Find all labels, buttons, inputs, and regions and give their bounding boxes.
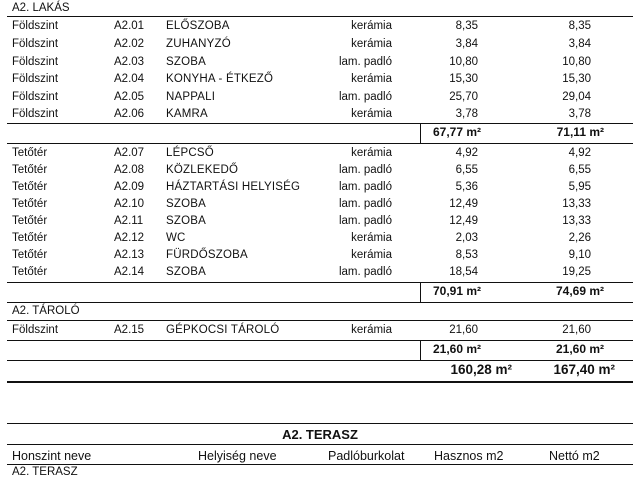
room-name-cell: FÜRDŐSZOBA xyxy=(166,249,248,261)
row-divider xyxy=(7,282,633,283)
row-divider xyxy=(7,143,633,144)
level-cell: Tetőtér xyxy=(12,249,48,261)
level-cell: Földszint xyxy=(12,73,59,85)
flooring-cell: lam. padló xyxy=(338,91,392,103)
header-level: Honszint neve xyxy=(12,449,92,463)
code-cell: A2.07 xyxy=(114,147,145,159)
useful-area-cell: 8,35 xyxy=(455,20,478,32)
level-cell: Földszint xyxy=(12,108,59,120)
subtotal-net: 71,11 m² xyxy=(556,125,604,139)
useful-area-cell: 8,53 xyxy=(455,249,478,261)
useful-area-cell: 12,49 xyxy=(449,198,478,210)
subtotal-useful: 21,60 m² xyxy=(432,342,481,356)
header-useful-area: Hasznos m2 xyxy=(434,449,504,463)
useful-area-cell: 21,60 xyxy=(449,324,478,336)
terasz-title: A2. TERASZ xyxy=(282,427,358,442)
table-row xyxy=(0,19,640,36)
room-name-cell: SZOBA xyxy=(166,56,206,68)
room-name-cell: LÉPCSŐ xyxy=(166,147,214,159)
header-net-area: Nettó m2 xyxy=(549,449,600,463)
flooring-cell: kerámia xyxy=(351,73,392,85)
useful-area-cell: 12,49 xyxy=(449,215,478,227)
code-cell: A2.05 xyxy=(114,91,145,103)
flooring-cell: lam. padló xyxy=(338,164,392,176)
net-area-cell: 21,60 xyxy=(562,324,591,336)
table-row xyxy=(0,72,640,89)
row-divider xyxy=(7,464,633,465)
header-room-name: Helyiség neve xyxy=(198,449,277,463)
grand-total-row xyxy=(0,362,640,382)
section-title-terasz: A2. TERASZ xyxy=(12,466,78,478)
room-name-cell: NAPPALI xyxy=(166,91,216,103)
subtotal-useful: 70,91 m² xyxy=(432,284,481,298)
code-cell: A2.04 xyxy=(114,73,145,85)
useful-area-cell: 18,54 xyxy=(449,266,478,278)
table-row xyxy=(0,180,640,197)
subtotal-row xyxy=(0,125,640,143)
grand-total-net: 167,40 m² xyxy=(553,362,615,377)
row-divider xyxy=(7,360,633,361)
code-cell: A2.10 xyxy=(114,198,145,210)
flooring-cell: lam. padló xyxy=(338,181,392,193)
header-flooring: Padlóburkolat xyxy=(328,449,405,463)
subtotal-useful: 67,77 m² xyxy=(432,125,481,139)
row-divider xyxy=(7,302,633,303)
net-area-cell: 9,10 xyxy=(568,249,591,261)
code-cell: A2.14 xyxy=(114,266,145,278)
table-row xyxy=(0,231,640,248)
level-cell: Földszint xyxy=(12,324,59,336)
net-area-cell: 3,78 xyxy=(568,108,591,120)
code-cell: A2.13 xyxy=(114,249,145,261)
net-area-cell: 3,84 xyxy=(568,38,591,50)
flooring-cell: kerámia xyxy=(351,232,392,244)
table-row xyxy=(0,146,640,163)
section-title-lakas: A2. LAKÁS xyxy=(12,2,70,14)
code-cell: A2.08 xyxy=(114,164,145,176)
level-cell: Tetőtér xyxy=(12,181,48,193)
flooring-cell: kerámia xyxy=(351,20,392,32)
table-row xyxy=(0,107,640,124)
room-name-cell: WC xyxy=(166,232,186,244)
subtotal-net: 74,69 m² xyxy=(555,284,604,298)
useful-area-cell: 15,30 xyxy=(449,73,478,85)
room-name-cell: ELŐSZOBA xyxy=(166,20,230,32)
room-name-cell: SZOBA xyxy=(166,198,206,210)
subtotal-row xyxy=(0,284,640,302)
code-cell: A2.15 xyxy=(114,324,145,336)
level-cell: Földszint xyxy=(12,56,59,68)
level-cell: Tetőtér xyxy=(12,266,48,278)
net-area-cell: 13,33 xyxy=(562,215,591,227)
useful-area-cell: 3,78 xyxy=(455,108,478,120)
room-name-cell: KONYHA - ÉTKEZŐ xyxy=(166,73,274,85)
row-divider xyxy=(7,320,633,321)
room-name-cell: KAMRA xyxy=(166,108,208,120)
subtotal-net: 21,60 m² xyxy=(555,342,604,356)
row-divider xyxy=(7,340,633,341)
room-name-cell: SZOBA xyxy=(166,215,206,227)
flooring-cell: kerámia xyxy=(351,38,392,50)
level-cell: Földszint xyxy=(12,20,59,32)
row-divider xyxy=(7,444,633,445)
table-row xyxy=(0,248,640,265)
table-row xyxy=(0,265,640,282)
flooring-cell: kerámia xyxy=(351,147,392,159)
row-divider xyxy=(7,423,633,424)
grand-total-useful: 160,28 m² xyxy=(450,362,512,377)
level-cell: Tetőtér xyxy=(12,232,48,244)
net-area-cell: 4,92 xyxy=(568,147,591,159)
room-name-cell: HÁZTARTÁSI HELYISÉG xyxy=(166,181,301,193)
code-cell: A2.06 xyxy=(114,108,145,120)
useful-area-cell: 10,80 xyxy=(449,56,478,68)
row-divider xyxy=(7,16,633,17)
row-divider xyxy=(7,123,633,124)
useful-area-cell: 4,92 xyxy=(455,147,478,159)
room-name-cell: GÉPKOCSI TÁROLÓ xyxy=(166,324,280,336)
code-cell: A2.02 xyxy=(114,38,145,50)
useful-area-cell: 6,55 xyxy=(455,164,478,176)
useful-area-cell: 2,03 xyxy=(455,232,478,244)
net-area-cell: 8,35 xyxy=(568,20,591,32)
net-area-cell: 15,30 xyxy=(562,73,591,85)
useful-area-cell: 3,84 xyxy=(455,38,478,50)
code-cell: A2.12 xyxy=(114,232,145,244)
flooring-cell: lam. padló xyxy=(338,266,392,278)
level-cell: Tetőtér xyxy=(12,147,48,159)
table-row xyxy=(0,323,640,340)
level-cell: Tetőtér xyxy=(12,198,48,210)
net-area-cell: 6,55 xyxy=(568,164,591,176)
table-row xyxy=(0,37,640,54)
subtotal-row xyxy=(0,342,640,360)
room-name-cell: ZUHANYZÓ xyxy=(166,38,231,50)
net-area-cell: 29,04 xyxy=(562,91,591,103)
level-cell: Földszint xyxy=(12,91,59,103)
level-cell: Tetőtér xyxy=(12,215,48,227)
flooring-cell: kerámia xyxy=(351,108,392,120)
level-cell: Tetőtér xyxy=(12,164,48,176)
code-cell: A2.09 xyxy=(114,181,145,193)
flooring-cell: lam. padló xyxy=(338,56,392,68)
table-row xyxy=(0,214,640,231)
code-cell: A2.01 xyxy=(114,20,145,32)
room-name-cell: KÖZLEKEDŐ xyxy=(166,164,239,176)
flooring-cell: lam. padló xyxy=(338,215,392,227)
table-row xyxy=(0,90,640,107)
net-area-cell: 19,25 xyxy=(562,266,591,278)
code-cell: A2.03 xyxy=(114,56,145,68)
net-area-cell: 2,26 xyxy=(568,232,591,244)
flooring-cell: kerámia xyxy=(351,324,392,336)
flooring-cell: lam. padló xyxy=(338,198,392,210)
room-name-cell: SZOBA xyxy=(166,266,206,278)
table-row xyxy=(0,197,640,214)
flooring-cell: kerámia xyxy=(351,249,392,261)
code-cell: A2.11 xyxy=(114,215,144,227)
net-area-cell: 5,95 xyxy=(568,181,591,193)
useful-area-cell: 25,70 xyxy=(449,91,478,103)
net-area-cell: 13,33 xyxy=(562,198,591,210)
table-row xyxy=(0,55,640,72)
useful-area-cell: 5,36 xyxy=(455,181,478,193)
section-title-tarolo: A2. TÁROLÓ xyxy=(12,305,80,317)
net-area-cell: 10,80 xyxy=(562,56,591,68)
level-cell: Földszint xyxy=(12,38,59,50)
table-row xyxy=(0,163,640,180)
total-divider xyxy=(7,381,633,383)
